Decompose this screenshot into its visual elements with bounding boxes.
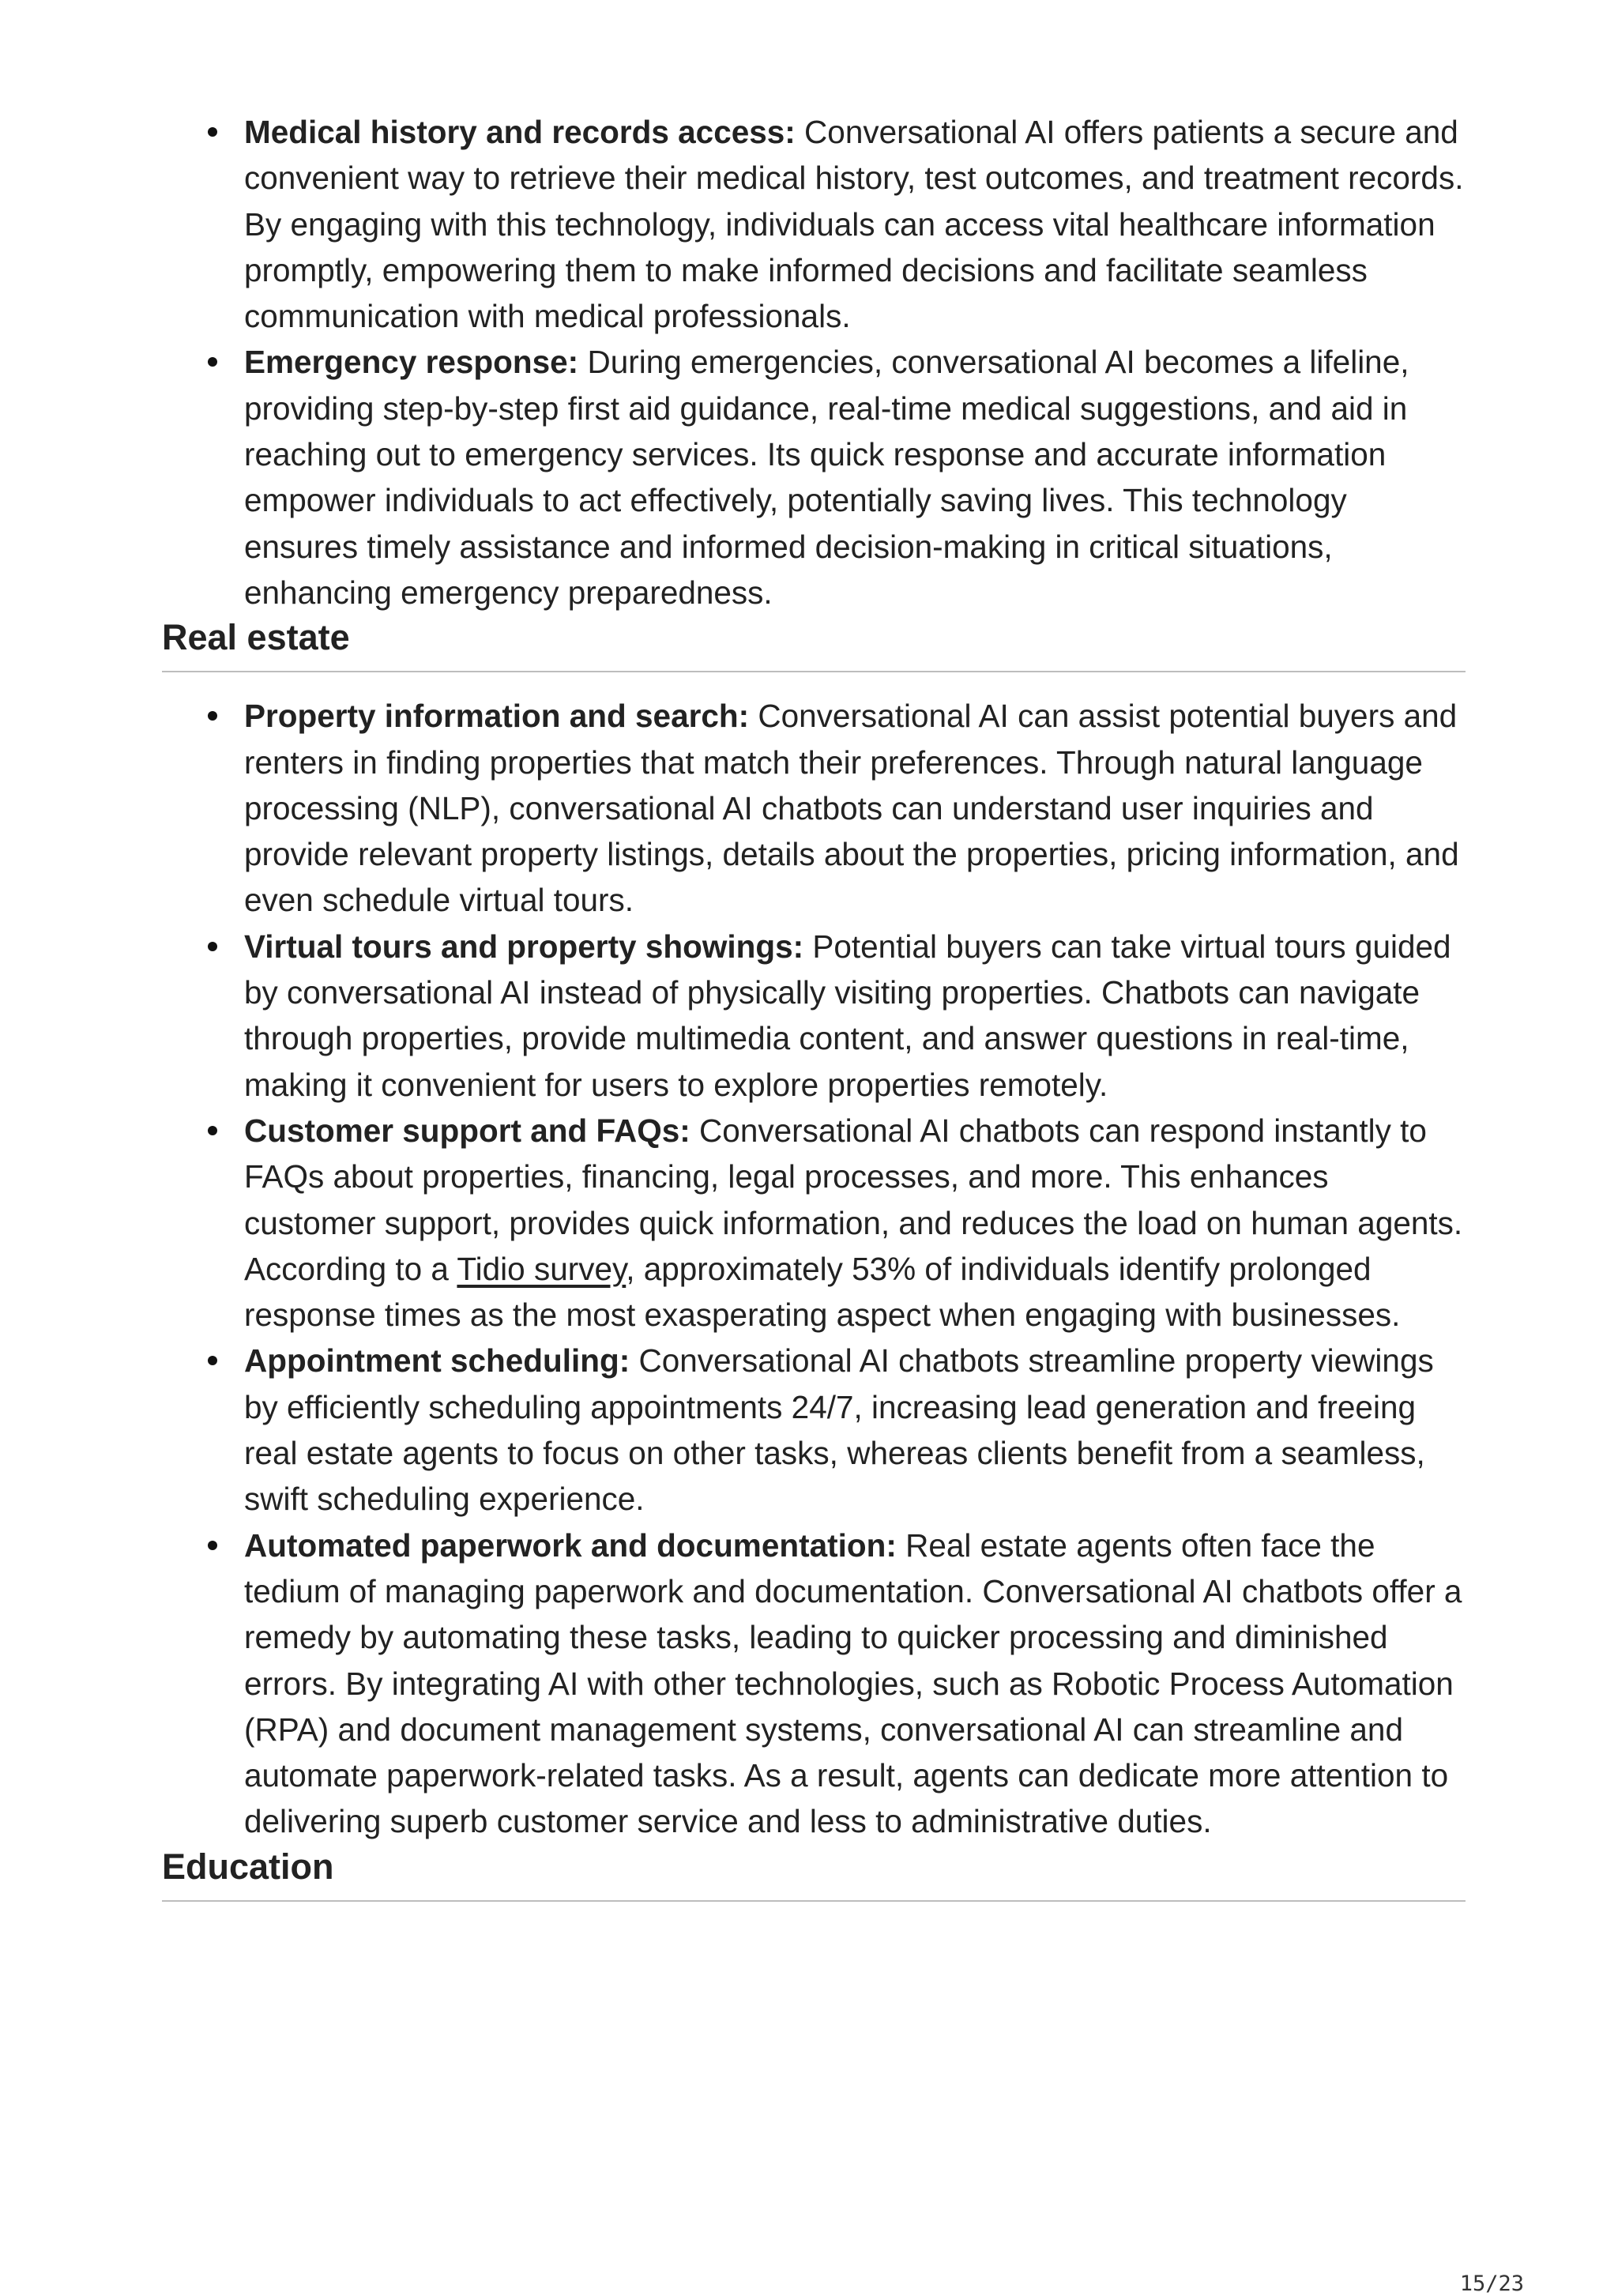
list-item — [162, 109, 1466, 339]
list-item — [162, 339, 1466, 615]
bullet-icon — [208, 127, 217, 137]
intro-list — [162, 109, 1466, 615]
item-text: Potential buyers can take virtual tours guided by conversational AI instead of physically visiting properties. Chatbots can navigate through properties, provide multimedia content, and answer questions in real-time, making it convenient for users to explore properties remotely. — [244, 928, 1451, 1103]
bullet-icon — [208, 1126, 217, 1135]
item-lead: Emergency response: — [244, 344, 579, 381]
real-estate-list — [162, 693, 1466, 1844]
list-item — [162, 693, 1466, 923]
list-item — [162, 1338, 1466, 1522]
section-heading-education: Education — [162, 1846, 334, 1887]
page-number: 15/23 — [1459, 2272, 1524, 2296]
bullet-icon — [208, 357, 217, 367]
item-lead: Property information and search: — [244, 698, 750, 735]
bullet-icon — [208, 942, 217, 951]
item-lead: Customer support and FAQs: — [244, 1112, 690, 1149]
section-divider — [162, 671, 1466, 672]
item-text: Conversational AI offers patients a secure and convenient way to retrieve their medical history, test outcomes, and treatment records. By engaging with this technology, individuals can access vital healthcare information promptly, empowering them to make informed decisions and facilitate seamless communication with medical professionals. — [244, 114, 1464, 335]
section-heading-real-estate: Real estate — [162, 617, 350, 658]
section-divider — [162, 1900, 1466, 1902]
item-text: Conversational AI can assist potential buyers and renters in finding properties that match their preferences. Through natural language processing (NLP), conversational AI chatbots can understand user inquiries and provide relevant property listings, details about the properties, pricing information, and even schedule virtual tours. — [244, 698, 1459, 919]
list-item — [162, 1108, 1466, 1338]
tidio-survey-link[interactable]: Tidio survey — [457, 1250, 627, 1287]
item-text: Conversational AI chatbots streamline property viewings by efficiently scheduling appointments 24/7, increasing lead generation and freeing real estate agents to focus on other tasks, whereas clients benefit from a seamless, swift scheduling experience. — [244, 1342, 1434, 1518]
list-item — [162, 924, 1466, 1108]
article-content — [162, 109, 1466, 1902]
bullet-icon — [208, 1356, 217, 1365]
item-lead: Automated paperwork and documentation: — [244, 1526, 897, 1564]
item-text-before-link: Conversational AI chatbots can respond instantly to FAQs about properties, financing, legal processes, and more. This enhances customer support, provides quick information, and reduces the load on human agents. According to a — [244, 1112, 1463, 1287]
item-text: During emergencies, conversational AI becomes a lifeline, providing step-by-step first aid guidance, real-time medical suggestions, and aid in reaching out to emergency services. Its quick response and accurate information empower individuals to act effectively, potentially saving lives. This technology ensures timely assistance and informed decision-making in critical situations, enhancing emergency preparedness. — [244, 344, 1409, 611]
item-lead: Virtual tours and property showings: — [244, 928, 804, 965]
item-text: Real estate agents often face the tedium of managing paperwork and documentation. Conversational AI chatbots offer a remedy by automating these tasks, leading to quicker processing and diminished errors. By integrating AI with other technologies, such as Robotic Process Automation (RPA) and document management systems, conversational AI can streamline and automate paperwork-related tasks. As a result, agents can dedicate more attention to delivering superb customer service and less to administrative duties. — [244, 1526, 1462, 1840]
list-item — [162, 1523, 1466, 1845]
item-text-after-link: , approximately 53% of individuals identify prolonged response times as the most exasperating aspect when engaging with businesses. — [244, 1250, 1401, 1334]
item-lead: Medical history and records access: — [244, 114, 796, 150]
bullet-icon — [208, 1541, 217, 1550]
bullet-icon — [208, 711, 217, 721]
item-lead: Appointment scheduling: — [244, 1342, 630, 1379]
